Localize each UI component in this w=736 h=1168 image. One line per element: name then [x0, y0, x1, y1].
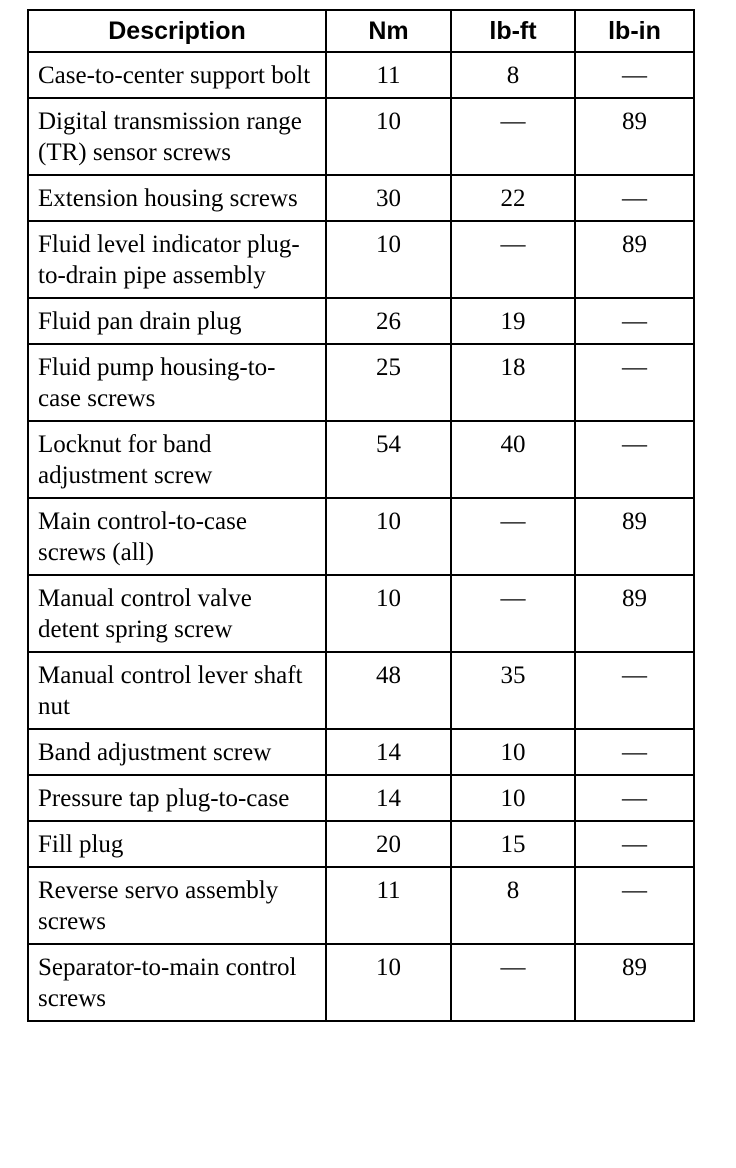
cell-lbin: —	[575, 52, 694, 98]
cell-description: Reverse servo assembly screws	[28, 867, 326, 944]
cell-description: Main control-to-case screws (all)	[28, 498, 326, 575]
cell-nm: 10	[326, 98, 451, 175]
header-lbft: lb-ft	[451, 10, 575, 52]
cell-lbft: 8	[451, 867, 575, 944]
table-body	[28, 52, 694, 1021]
cell-lbft: 22	[451, 175, 575, 221]
cell-description: Manual control valve detent spring screw	[28, 575, 326, 652]
cell-lbft: —	[451, 575, 575, 652]
cell-nm: 30	[326, 175, 451, 221]
header-row	[28, 10, 694, 52]
table-row	[28, 821, 694, 867]
table-row	[28, 221, 694, 298]
cell-nm: 10	[326, 498, 451, 575]
cell-description: Band adjustment screw	[28, 729, 326, 775]
cell-description: Digital transmission range (TR) sensor screws	[28, 98, 326, 175]
cell-lbft: —	[451, 98, 575, 175]
table-row	[28, 98, 694, 175]
cell-description: Fill plug	[28, 821, 326, 867]
cell-nm: 20	[326, 821, 451, 867]
cell-nm: 26	[326, 298, 451, 344]
table-row	[28, 575, 694, 652]
table-row	[28, 175, 694, 221]
cell-nm: 14	[326, 729, 451, 775]
torque-spec-table	[27, 9, 695, 1022]
cell-description: Pressure tap plug-to-case	[28, 775, 326, 821]
cell-description: Locknut for band adjustment screw	[28, 421, 326, 498]
cell-lbin: 89	[575, 221, 694, 298]
cell-description: Separator-to-main control screws	[28, 944, 326, 1021]
cell-description: Case-to-center support bolt	[28, 52, 326, 98]
cell-description: Fluid pan drain plug	[28, 298, 326, 344]
cell-nm: 11	[326, 52, 451, 98]
table-row	[28, 944, 694, 1021]
cell-nm: 54	[326, 421, 451, 498]
table-row	[28, 498, 694, 575]
cell-nm: 10	[326, 221, 451, 298]
cell-lbin: 89	[575, 944, 694, 1021]
table-row	[28, 298, 694, 344]
header-nm: Nm	[326, 10, 451, 52]
cell-nm: 25	[326, 344, 451, 421]
cell-lbft: —	[451, 498, 575, 575]
cell-lbin: —	[575, 344, 694, 421]
cell-lbin: —	[575, 729, 694, 775]
table-row	[28, 421, 694, 498]
cell-lbft: 35	[451, 652, 575, 729]
cell-nm: 14	[326, 775, 451, 821]
header-lbin: lb-in	[575, 10, 694, 52]
cell-lbin: 89	[575, 575, 694, 652]
cell-nm: 10	[326, 944, 451, 1021]
cell-lbin: 89	[575, 98, 694, 175]
cell-lbin: —	[575, 421, 694, 498]
cell-description: Fluid level indicator plug-to-drain pipe assembly	[28, 221, 326, 298]
cell-lbin: —	[575, 867, 694, 944]
table-row	[28, 52, 694, 98]
cell-lbin: —	[575, 652, 694, 729]
table-row	[28, 344, 694, 421]
cell-nm: 48	[326, 652, 451, 729]
cell-nm: 11	[326, 867, 451, 944]
table-row	[28, 729, 694, 775]
cell-description: Fluid pump housing-to-case screws	[28, 344, 326, 421]
cell-lbft: —	[451, 944, 575, 1021]
cell-nm: 10	[326, 575, 451, 652]
cell-description: Extension housing screws	[28, 175, 326, 221]
table-row	[28, 652, 694, 729]
cell-lbin: 89	[575, 498, 694, 575]
cell-lbin: —	[575, 775, 694, 821]
header-description: Description	[28, 10, 326, 52]
cell-lbft: 19	[451, 298, 575, 344]
cell-lbft: 8	[451, 52, 575, 98]
cell-lbft: 18	[451, 344, 575, 421]
cell-description: Manual control lever shaft nut	[28, 652, 326, 729]
table-row	[28, 775, 694, 821]
cell-lbft: 40	[451, 421, 575, 498]
cell-lbft: 10	[451, 775, 575, 821]
table-row	[28, 867, 694, 944]
cell-lbin: —	[575, 298, 694, 344]
cell-lbft: 15	[451, 821, 575, 867]
cell-lbin: —	[575, 175, 694, 221]
table-header	[28, 10, 694, 52]
cell-lbft: 10	[451, 729, 575, 775]
cell-lbft: —	[451, 221, 575, 298]
cell-lbin: —	[575, 821, 694, 867]
